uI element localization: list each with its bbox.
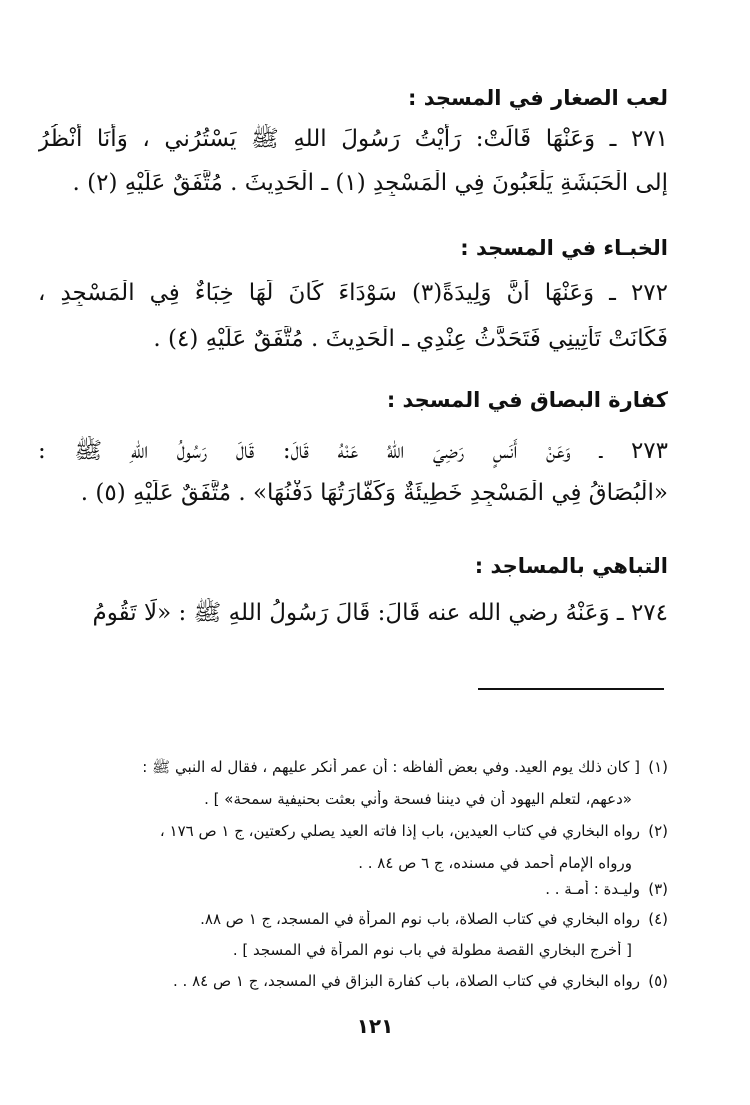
- section-heading: كفارة البصاق في المسجد :: [386, 388, 668, 412]
- hadith-line: ٢٧١ ـ وَعَنْهَا قَالَتْ: رَأَيْتُ رَسُولَ اللهِ ﷺ يَسْتُرُني ، وَأنَا أنْظُرُ: [38, 126, 668, 152]
- hadith-line: ٢٧٢ ـ وَعَنْهَا أَنَّ وَلِيدَةً(٣) سَوْدَاءَ كَانَ لَهَا خِبَاءٌ فِي الْمَسْجِدِ ،: [38, 280, 668, 306]
- footnote: [60, 758, 668, 780]
- footnote: [60, 972, 668, 990]
- section-heading: التباهي بالمساجد :: [474, 554, 668, 578]
- footnote-continuation: «دعهم، لتعلم اليهود أن في ديننا فسحة وأني بعثت بحنيفية سمحة» ] .: [204, 790, 632, 808]
- footnote: [60, 822, 668, 840]
- section-heading: لعب الصغار في المسجد :: [407, 86, 668, 110]
- footnote-text: رواه البخاري في كتاب العيدين، باب إذا فاته العيد يصلي ركعتين، ج ١ ص ١٧٦ ،: [159, 822, 640, 840]
- footnote-number: (١): [648, 758, 668, 776]
- hadith-line: ٢٧٣ ـ وَعَنْ أَنَسٍ رَضِيَ اللهُ عَنْهُ قَالَ: قَالَ رَسُولُ اللهِ ﷺ :: [38, 438, 668, 464]
- footnote-number: (٣): [648, 880, 668, 898]
- footnote-number: (٤): [648, 910, 668, 928]
- hadith-line: فَكَانَتْ تَأْتِينِي فَتَحَدَّثُ عِنْدِي ـ الْحَدِيثَ . مُتَّفَقٌ عَلَيْهِ (٤) .: [153, 326, 668, 352]
- footnote-continuation: ورواه الإمام أحمد في مسنده، ج ٦ ص ٨٤ . .: [358, 854, 632, 872]
- footnote-text: وليـدة : أمـة . .: [545, 880, 640, 898]
- footnote-number: (٢): [648, 822, 668, 840]
- hadith-line: ٢٧٤ ـ وَعَنْهُ رضي الله عنه قَالَ: قَالَ رَسُولُ اللهِ ﷺ : «لَا تَقُومُ: [92, 600, 668, 626]
- footnote: [60, 880, 668, 898]
- footnote-text: [ كان ذلك يوم العيد. وفي بعض ألفاظه : أن عمر أنكر عليهم ، فقال له النبي ﷺ :: [142, 758, 640, 776]
- section-heading: الخبـاء في المسجد :: [460, 236, 668, 260]
- footnote-number: (٥): [648, 972, 668, 990]
- hadith-line: إلى الْحَبَشَةِ يَلْعَبُونَ فِي الْمَسْجِدِ (١) ـ الْحَدِيثَ . مُتَّفَقٌ عَلَيْهِ (٢) .: [72, 170, 668, 196]
- footnote-text: رواه البخاري في كتاب الصلاة، باب نوم المرأة في المسجد، ج ١ ص ٨٨.: [200, 910, 640, 928]
- footnote-divider: [478, 688, 664, 690]
- footnote: [60, 910, 668, 928]
- footnote-continuation: [ أخرج البخاري القصة مطولة في باب نوم المرأة في المسجد ] .: [232, 941, 632, 959]
- page-number: ١٢١: [356, 1014, 394, 1038]
- hadith-line: «الْبُصَاقُ فِي الْمَسْجِدِ خَطِيئَةٌ وَكَفَّارَتُهَا دَفْنُهَا» . مُتَّفَقٌ عَلَيْهِ (٥) .: [80, 480, 668, 506]
- footnote-text: رواه البخاري في كتاب الصلاة، باب كفارة البزاق في المسجد، ج ١ ص ٨٤ . .: [173, 972, 640, 990]
